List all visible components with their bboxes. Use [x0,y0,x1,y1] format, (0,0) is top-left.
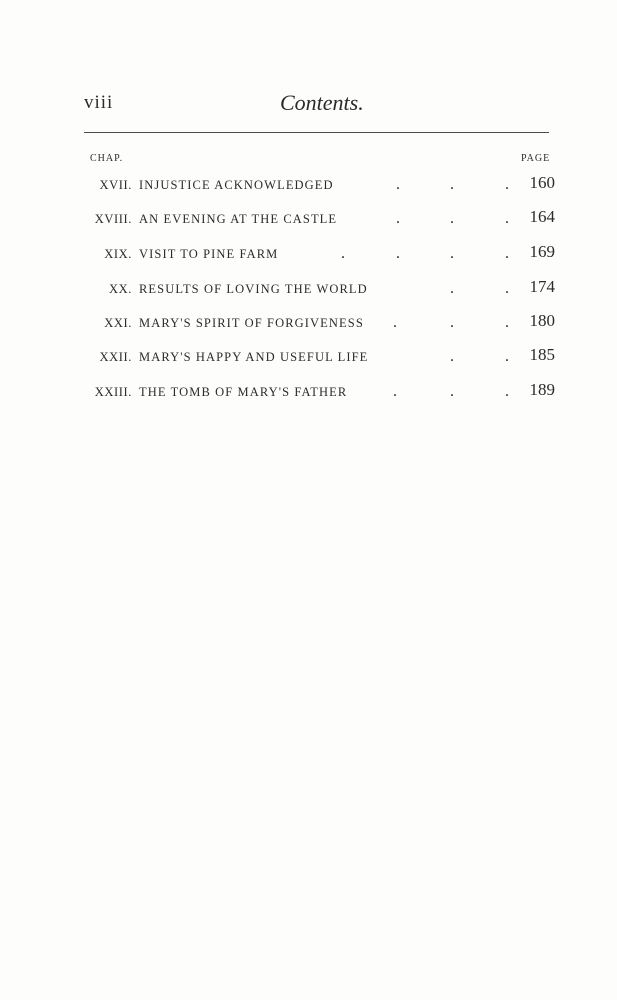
chapter-title: INJUSTICE ACKNOWLEDGED [139,178,334,192]
chapter-title: THE TOMB OF MARY'S FATHER [139,385,348,399]
leader-dot: . [341,245,345,262]
page-reference: 185 [529,345,555,364]
leader-dot: . [393,383,397,400]
leader-dot: . [450,245,454,262]
page-column-label: PAGE [521,153,551,164]
toc-entry [0,173,617,202]
leader-dot: . [450,210,454,227]
toc-entry [0,380,617,409]
toc-entry [0,345,617,374]
page-reference: 174 [529,277,555,296]
page-reference: 189 [529,380,555,399]
running-head: Contents. [280,90,364,115]
toc-entry [0,277,617,306]
leader-dot: . [505,245,509,262]
leader-dot: . [505,348,509,365]
chapter-number: XIX. [104,247,132,261]
toc-entry [0,207,617,236]
chapter-title: RESULTS OF LOVING THE WORLD [139,282,368,296]
leader-dot: . [505,314,509,331]
leader-dot: . [450,383,454,400]
chapter-number: XX. [109,282,132,296]
chapter-number: XXII. [99,350,132,364]
page-reference: 169 [529,242,555,261]
chapter-number: XVIII. [94,212,132,226]
chap-column-label: CHAP. [90,153,124,164]
leader-dot: . [450,280,454,297]
leader-dot: . [396,210,400,227]
chapter-number: XXIII. [94,385,132,399]
leader-dot: . [505,210,509,227]
leader-dot: . [393,314,397,331]
chapter-number: XXI. [104,316,132,330]
leader-dot: . [505,176,509,193]
leader-dot: . [450,176,454,193]
chapter-number: XVII. [99,178,132,192]
chapter-title: AN EVENING AT THE CASTLE [139,212,338,226]
page-reference: 180 [529,311,555,330]
leader-dot: . [396,245,400,262]
leader-dot: . [450,348,454,365]
chapter-title: MARY'S HAPPY AND USEFUL LIFE [139,350,369,364]
page-number: viii [84,92,114,113]
toc-entry [0,311,617,340]
page-reference: 160 [529,173,555,192]
leader-dot: . [505,280,509,297]
leader-dot: . [505,383,509,400]
toc-entry [0,242,617,271]
leader-dot: . [450,314,454,331]
chapter-title: VISIT TO PINE FARM [139,247,279,261]
page-reference: 164 [529,207,555,226]
header-rule [84,132,549,133]
chapter-title: MARY'S SPIRIT OF FORGIVENESS [139,316,364,330]
leader-dot: . [396,176,400,193]
